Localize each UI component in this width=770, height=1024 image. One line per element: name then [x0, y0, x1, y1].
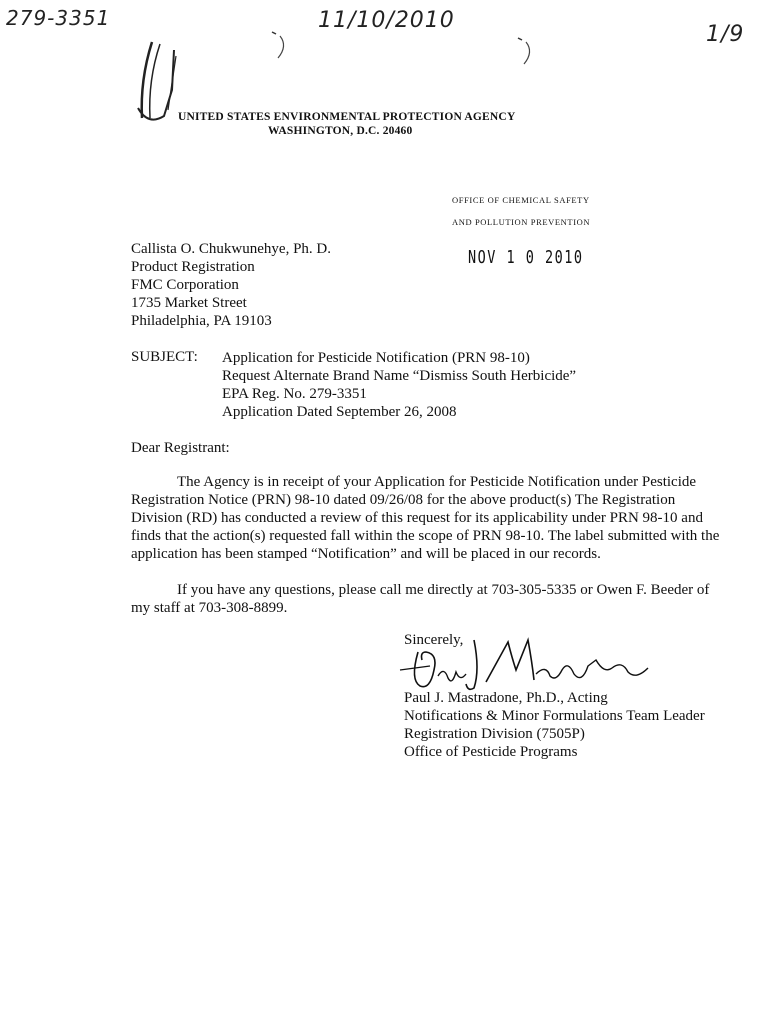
- subject-label: SUBJECT:: [131, 349, 198, 365]
- paragraph-line: application has been stamped “Notification” and will be placed in our records.: [131, 546, 601, 562]
- scan-mark-icon: [262, 28, 292, 62]
- paragraph-line: Division (RD) has conducted a review of this request for its applicability under PRN 98-10 and: [131, 510, 703, 526]
- signer-division: Registration Division (7505P): [404, 726, 585, 742]
- scan-mark-icon: [508, 34, 538, 68]
- signature-icon: [390, 630, 670, 696]
- recipient-line: 1735 Market Street: [131, 295, 247, 311]
- signature-block: [404, 689, 705, 761]
- subject-line: Application Dated September 26, 2008: [222, 404, 457, 420]
- recipient-line: Product Registration: [131, 259, 255, 275]
- salutation: Dear Registrant:: [131, 440, 230, 456]
- recipient-line: Callista O. Chukwunehye, Ph. D.: [131, 241, 331, 257]
- paragraph-line: my staff at 703-308-8899.: [131, 600, 288, 616]
- paragraph-line: Registration Notice (PRN) 98-10 dated 09/26/08 for the above product(s) The Registration: [131, 492, 676, 508]
- body-paragraph-2: [131, 581, 741, 617]
- handwritten-date: 11/10/2010: [318, 8, 455, 33]
- office-heading: [452, 189, 590, 233]
- handwritten-page-mark: 1/9: [706, 22, 745, 47]
- subject-line: EPA Reg. No. 279-3351: [222, 386, 367, 402]
- body-paragraph-1: [131, 473, 741, 563]
- subject-line: Request Alternate Brand Name “Dismiss South Herbicide”: [222, 368, 577, 384]
- letterhead: [178, 111, 515, 137]
- agency-name: UNITED STATES ENVIRONMENTAL PROTECTION AGENCY: [178, 111, 516, 123]
- subject-line: Application for Pesticide Notification (PRN 98-10): [222, 350, 530, 366]
- signer-title: Notifications & Minor Formulations Team Leader: [404, 708, 705, 724]
- closing: Sincerely,: [404, 632, 464, 648]
- signer-office: Office of Pesticide Programs: [404, 744, 578, 760]
- agency-address: WASHINGTON, D.C. 20460: [268, 125, 413, 137]
- subject-lines: [222, 349, 576, 421]
- paragraph-line: If you have any questions, please call me directly at 703-305-5335 or Owen F. Beeder of: [177, 582, 710, 598]
- recipient-line: Philadelphia, PA 19103: [131, 313, 272, 329]
- date-stamp: NOV 1 0 2010: [468, 247, 584, 268]
- signer-name: Paul J. Mastradone, Ph.D., Acting: [404, 690, 608, 706]
- recipient-line: FMC Corporation: [131, 277, 239, 293]
- office-line-2: AND POLLUTION PREVENTION: [452, 217, 591, 227]
- handwritten-reg-number: 279-3351: [6, 6, 111, 30]
- recipient-address: [131, 240, 331, 330]
- paragraph-line: The Agency is in receipt of your Application for Pesticide Notification under Pesticide: [177, 474, 697, 490]
- paragraph-line: finds that the action(s) requested fall within the scope of PRN 98-10. The label submitted with the: [131, 528, 720, 544]
- office-line-1: OFFICE OF CHEMICAL SAFETY: [452, 195, 590, 205]
